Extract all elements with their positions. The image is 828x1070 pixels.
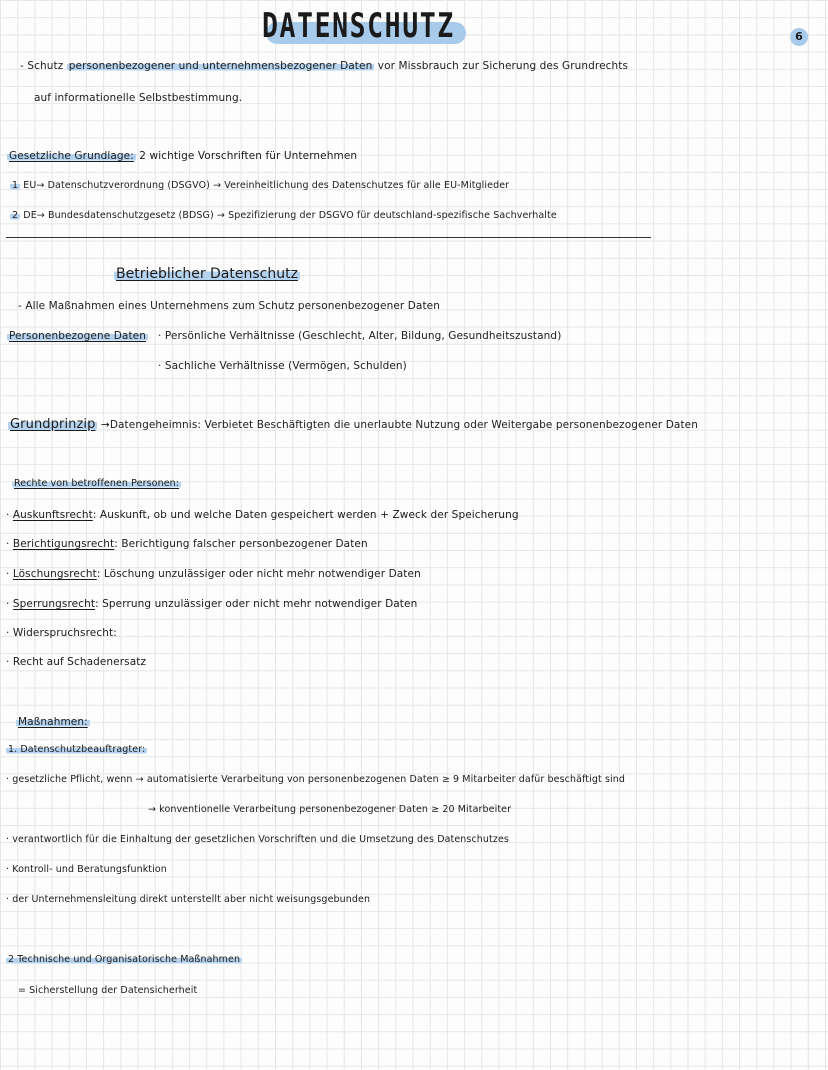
measures-sub2-detail: = Sicherstellung der Datensicherheit [18,985,198,996]
rights-item-text: : Berichtigung falscher personbezogener Daten [114,538,368,550]
intro-line-2: auf informationelle Selbstbestimmung. [34,92,243,104]
legal-label: Gesetzliche Grundlage: [9,150,134,162]
measures-heading [16,716,90,728]
rights-item-text: : [113,627,117,639]
rights-item: · Sperrungsrecht: Sperrung unzulässiger oder nicht mehr notwendiger Daten [6,598,418,610]
rights-heading-text: Rechte von betroffenen Personen: [14,478,180,489]
operational-heading-text: Betrieblicher Datenschutz [116,266,298,282]
legal-item-1-text: EU→ Datenschutzverordnung (DSGVO) → Vereinheitlichung des Datenschutzes für alle EU-Mitglieder [23,180,510,191]
principle [8,417,698,432]
intro-suffix: vor Missbrauch zur Sicherung des Grundrechts [374,60,629,72]
personal-data-item-1: · Persönliche Verhältnisse (Geschlecht, Alter, Bildung, Gesundheitszustand) [158,330,562,342]
operational-definition: - Alle Maßnahmen eines Unternehmens zum Schutz personenbezogener Daten [18,300,441,312]
measures-sub1-text: 1. Datenschutzbeauftragter: [8,744,146,755]
legal-item-2-text: DE→ Bundesdatenschutzgesetz (BDSG) → Spezifizierung der DSGVO für deutschland-spezifische Sachverhalte [23,210,557,221]
rights-item-text: : Löschung unzulässiger oder nicht mehr notwendiger Daten [96,568,421,580]
rights-item-label: Auskunftsrecht [12,509,93,521]
rights-item: · Auskunftsrecht: Auskunft, ob und welche Daten gespeichert werden + Zweck der Speicherung [6,509,519,521]
measures-sub1-item: · Kontroll- und Beratungsfunktion [6,864,167,875]
legal-item-1 [10,180,509,191]
rights-item-text: : Auskunft, ob und welche Daten gespeichert werden + Zweck der Speicherung [92,509,519,521]
page-title: DATENSCHUTZ [262,6,455,46]
principle-text: →Datengeheimnis: Verbietet Beschäftigten die unerlaubte Nutzung oder Weitergabe personenbezogener Daten [97,419,699,431]
rights-item: · Löschungsrecht: Löschung unzulässiger oder nicht mehr notwendiger Daten [6,568,421,580]
measures-sub1 [6,744,147,755]
rights-item-label: Recht auf Schadenersatz [12,656,147,668]
legal-item-2-num: 2 [12,210,19,221]
legal-item-1-num: 1 [12,180,19,191]
section-divider [6,237,651,238]
personal-data-item-2: · Sachliche Verhältnisse (Vermögen, Schulden) [158,360,407,372]
rights-item-label: Berichtigungsrecht [12,538,115,550]
measures-sub2 [6,954,242,965]
legal-text: 2 wichtige Vorschriften für Unternehmen [135,150,358,162]
measures-sub1-item: · gesetzliche Pflicht, wenn → automatisierte Verarbeitung von personenbezogenen Daten ≥ 9 Mitarbeiter dafür beschäftigt sind [6,774,625,785]
legal-item-2 [10,210,557,221]
operational-heading [114,266,300,282]
rights-item: · Recht auf Schadenersatz [6,656,147,668]
legal-basis [7,150,357,162]
rights-item-label: Löschungsrecht [12,568,97,580]
rights-item-text: : Sperrung unzulässiger oder nicht mehr notwendiger Daten [95,598,418,610]
rights-item: · Berichtigungsrecht: Berichtigung falscher personbezogener Daten [6,538,368,550]
measures-sub2-text: 2 Technische und Organisatorische Maßnahmen [8,954,241,965]
intro-line-1 [20,60,628,72]
page-number: 6 [790,28,808,46]
rights-item-label: Widerspruchsrecht [12,627,114,639]
rights-item-label: Sperrungsrecht [12,598,96,610]
principle-label: Grundprinzip [10,417,96,432]
rights-item: · Widerspruchsrecht: [6,627,117,639]
measures-heading-text: Maßnahmen: [18,716,88,728]
personal-data-label [7,330,148,342]
measures-sub1-item: · der Unternehmensleitung direkt unterstellt aber nicht weisungsgebunden [6,894,371,905]
measures-sub1-item: → konventionelle Verarbeitung personenbezogener Daten ≥ 20 Mitarbeiter [148,804,512,815]
intro-prefix: - Schutz [20,60,67,72]
intro-highlight: personenbezogener und unternehmensbezogener Daten [68,60,373,72]
measures-sub1-item: · verantwortlich für die Einhaltung der gesetzlichen Vorschriften und die Umsetzung des Datenschutzes [6,834,509,845]
personal-data-label-text: Personenbezogene Daten [9,330,146,342]
rights-heading [12,478,181,489]
